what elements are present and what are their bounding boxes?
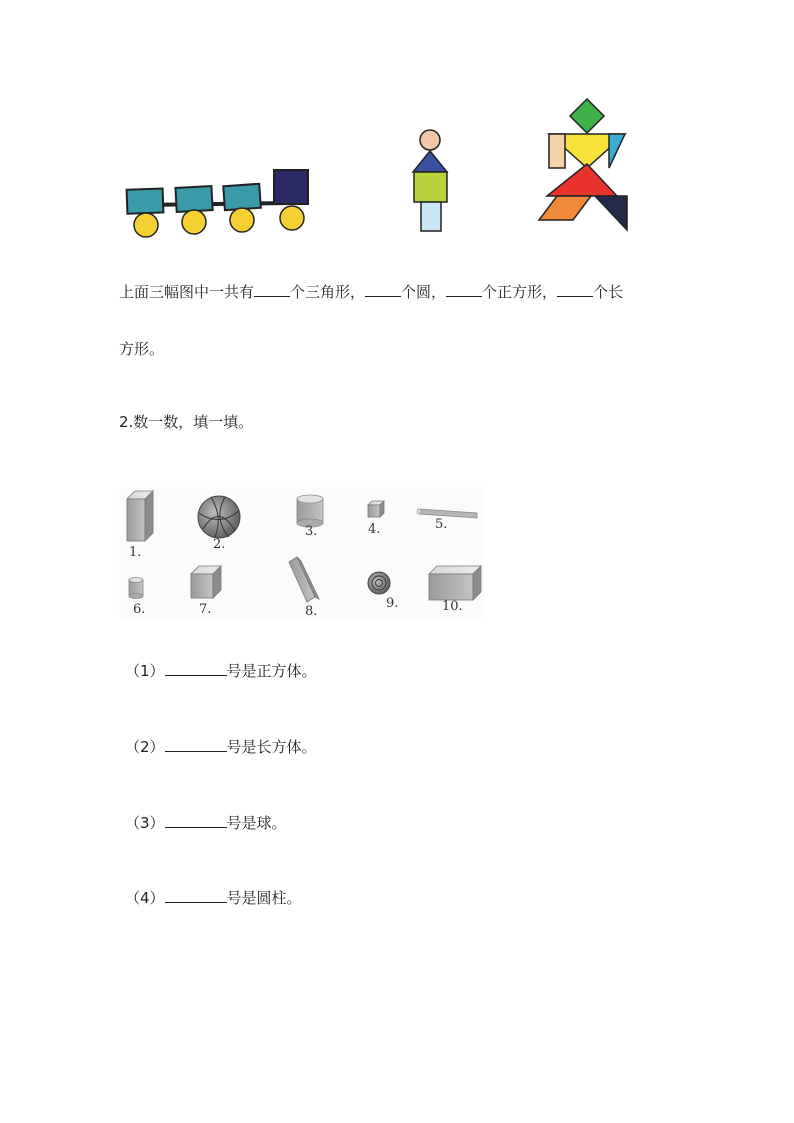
train-car-2 <box>175 186 212 212</box>
ball-answer-blank[interactable] <box>165 813 227 828</box>
q2-item-3-text: 号是球。 <box>226 814 287 832</box>
q1-text-part3: 个圆， <box>401 283 447 301</box>
tangram-peach-triangle <box>549 134 565 168</box>
solid-10-wide-cuboid <box>429 566 481 600</box>
solid-label-8: 8. <box>305 604 318 619</box>
circle-count-blank[interactable] <box>365 282 401 297</box>
person-hat-triangle <box>413 151 447 172</box>
solid-label-1: 1. <box>129 545 142 560</box>
solid-6-small-cylinder <box>129 578 143 599</box>
q1-text-part5: 个长 <box>593 283 624 301</box>
person-head <box>420 130 440 150</box>
q1-text-part2: 个三角形， <box>290 283 366 301</box>
train-car-1 <box>127 188 164 213</box>
solid-label-5: 5. <box>435 517 448 532</box>
solids-drawing <box>119 487 484 619</box>
q1-text-part4: 个正方形， <box>482 283 558 301</box>
q2-item-1-text: 号是正方体。 <box>226 662 317 680</box>
q2-title: 2.数一数，填一填。 <box>119 413 254 431</box>
train-wheel-1 <box>134 213 158 237</box>
rectangle-count-blank[interactable] <box>557 282 593 297</box>
person-body-square <box>414 172 447 202</box>
q1-text-part1: 上面三幅图中一共有 <box>119 283 255 301</box>
solids-panel <box>119 487 484 619</box>
square-count-blank[interactable] <box>446 282 482 297</box>
solid-2-ball <box>198 496 240 538</box>
q2-item-4-text: 号是圆柱。 <box>226 889 302 907</box>
tangram-navy-triangle <box>595 196 627 230</box>
q2-item-4-num: （4） <box>125 889 165 907</box>
tangram-orange-parallelogram <box>539 196 591 220</box>
solid-8-tilted-cuboid <box>289 557 319 602</box>
q2-item-1 <box>125 661 317 681</box>
solid-label-2: 2. <box>213 537 226 552</box>
tangram-cyan-triangle <box>609 134 625 168</box>
solid-label-3: 3. <box>305 524 318 539</box>
tangram-red-triangle <box>547 164 617 196</box>
cube-answer-blank[interactable] <box>165 661 227 676</box>
q2-item-3 <box>125 813 287 833</box>
train-figure <box>120 165 320 240</box>
person-legs-rect <box>421 202 441 231</box>
q2-item-2-num: （2） <box>125 738 165 756</box>
q2-item-3-num: （3） <box>125 814 165 832</box>
solid-7-cube <box>191 566 221 598</box>
q2-item-2 <box>125 737 317 757</box>
train-wheel-2 <box>182 210 206 234</box>
q1-line1 <box>119 282 623 302</box>
solid-4-small-cube <box>368 501 384 517</box>
solid-label-7: 7. <box>199 602 212 617</box>
tangram-figure <box>535 96 635 236</box>
train-wheel-3 <box>230 208 254 232</box>
solid-1-cuboid <box>127 491 153 541</box>
solid-label-9: 9. <box>386 596 399 611</box>
q2-item-1-num: （1） <box>125 662 165 680</box>
tangram-green-square <box>570 99 604 133</box>
cylinder-answer-blank[interactable] <box>165 888 227 903</box>
q2-item-2-text: 号是长方体。 <box>226 738 317 756</box>
solid-label-10: 10. <box>442 599 463 614</box>
solid-label-6: 6. <box>133 602 146 617</box>
q1-line2: 方形。 <box>119 340 165 358</box>
triangle-count-blank[interactable] <box>254 282 290 297</box>
solid-label-4: 4. <box>368 522 381 537</box>
solid-9-ball <box>368 572 390 594</box>
train-car-3 <box>223 184 261 210</box>
solid-3-cylinder <box>297 495 323 527</box>
person-figure <box>405 128 460 234</box>
train-car-last <box>274 170 308 204</box>
cuboid-answer-blank[interactable] <box>165 737 227 752</box>
train-wheel-4 <box>280 206 304 230</box>
q2-item-4 <box>125 888 302 908</box>
